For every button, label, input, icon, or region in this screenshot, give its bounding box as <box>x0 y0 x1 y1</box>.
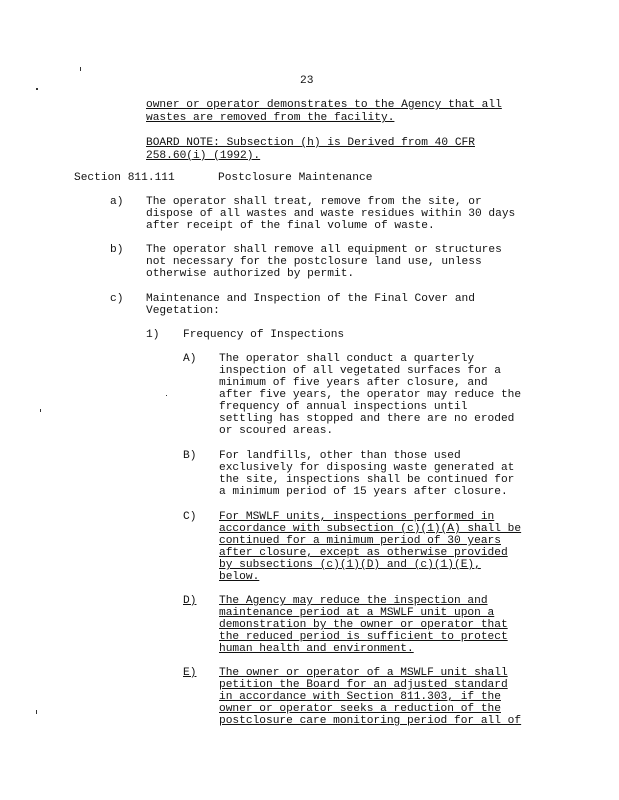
continuation-line-1: owner or operator demonstrates to the Agency that all <box>146 99 502 111</box>
item-B-line-2: exclusively for disposing waste generated at <box>219 462 515 474</box>
item-C-line-4: after closure, except as otherwise provided <box>219 547 508 559</box>
scan-speck <box>36 88 38 90</box>
item-C-line-3: continued for a minimum period of 30 years <box>219 535 501 547</box>
item-c-line-1: Maintenance and Inspection of the Final Cover and <box>146 293 475 305</box>
section-title: Postclosure Maintenance <box>218 172 373 184</box>
item-D-line-1: The Agency may reduce the inspection and <box>219 595 488 607</box>
item-D-line-2: maintenance period at a MSWLF unit upon a <box>219 607 495 619</box>
item-E-line-3: in accordance with Section 811.303, if the <box>219 691 501 703</box>
item-c1-label: 1) <box>146 329 160 341</box>
item-C-line-6: below. <box>219 571 260 583</box>
item-A-line-1: The operator shall conduct a quarterly <box>219 353 475 365</box>
item-a-line-2: dispose of all wastes and waste residues within 30 days <box>146 208 516 220</box>
item-D-label: D) <box>183 595 197 607</box>
board-note-line-1: BOARD NOTE: Subsection (h) is Derived from 40 CFR <box>146 137 475 149</box>
item-E-line-5: postclosure care monitoring period for all of <box>219 715 522 727</box>
item-E-line-4: owner or operator seeks a reduction of the <box>219 703 501 715</box>
item-A-line-6: settling has stopped and there are no eroded <box>219 413 515 425</box>
item-B-line-1: For landfills, other than those used <box>219 450 461 462</box>
scan-speck <box>166 395 167 396</box>
section-number: Section 811.111 <box>74 172 175 184</box>
scan-speck <box>40 409 41 412</box>
item-B-label: B) <box>183 450 197 462</box>
item-c-label: c) <box>110 293 124 305</box>
item-b-line-2: not necessary for the postclosure land use, unless <box>146 256 482 268</box>
item-A-line-7: or scoured areas. <box>219 425 334 437</box>
item-A-label: A) <box>183 353 197 365</box>
item-a-label: a) <box>110 196 124 208</box>
item-A-line-2: inspection of all vegetated surfaces for a <box>219 365 501 377</box>
item-A-line-4: after five years, the operator may reduce the <box>219 389 522 401</box>
scan-speck <box>36 710 37 714</box>
item-D-line-3: demonstration by the owner or operator that <box>219 619 508 631</box>
continuation-line-2: wastes are removed from the facility. <box>146 112 395 124</box>
item-D-line-5: human health and environment. <box>219 643 414 655</box>
item-E-line-2: petition the Board for an adjusted standard <box>219 679 508 691</box>
item-B-line-4: a minimum period of 15 years after closure. <box>219 486 508 498</box>
item-C-line-1: For MSWLF units, inspections performed in <box>219 511 495 523</box>
item-a-line-1: The operator shall treat, remove from the site, or <box>146 196 482 208</box>
board-note-line-2: 258.60(i) (1992). <box>146 150 261 162</box>
item-C-line-5: by subsections (c)(1)(D) and (c)(1)(E), <box>219 559 481 571</box>
item-A-line-3: minimum of five years after closure, and <box>219 377 488 389</box>
scan-speck <box>80 67 81 71</box>
item-b-label: b) <box>110 244 124 256</box>
item-a-line-3: after receipt of the final volume of waste. <box>146 220 435 232</box>
item-b-line-3: otherwise authorized by permit. <box>146 268 355 280</box>
item-E-label: E) <box>183 667 197 679</box>
page-number: 23 <box>300 75 314 87</box>
item-C-label: C) <box>183 511 197 523</box>
item-A-line-5: frequency of annual inspections until <box>219 401 468 413</box>
item-B-line-3: the site, inspections shall be continued for <box>219 474 515 486</box>
item-b-line-1: The operator shall remove all equipment or structures <box>146 244 502 256</box>
item-C-line-2: accordance with subsection (c)(1)(A) shall be <box>219 523 522 535</box>
item-E-line-1: The owner or operator of a MSWLF unit shall <box>219 667 508 679</box>
item-c-line-2: Vegetation: <box>146 305 220 317</box>
item-D-line-4: the reduced period is sufficient to protect <box>219 631 508 643</box>
item-c1-title: Frequency of Inspections <box>183 329 345 341</box>
